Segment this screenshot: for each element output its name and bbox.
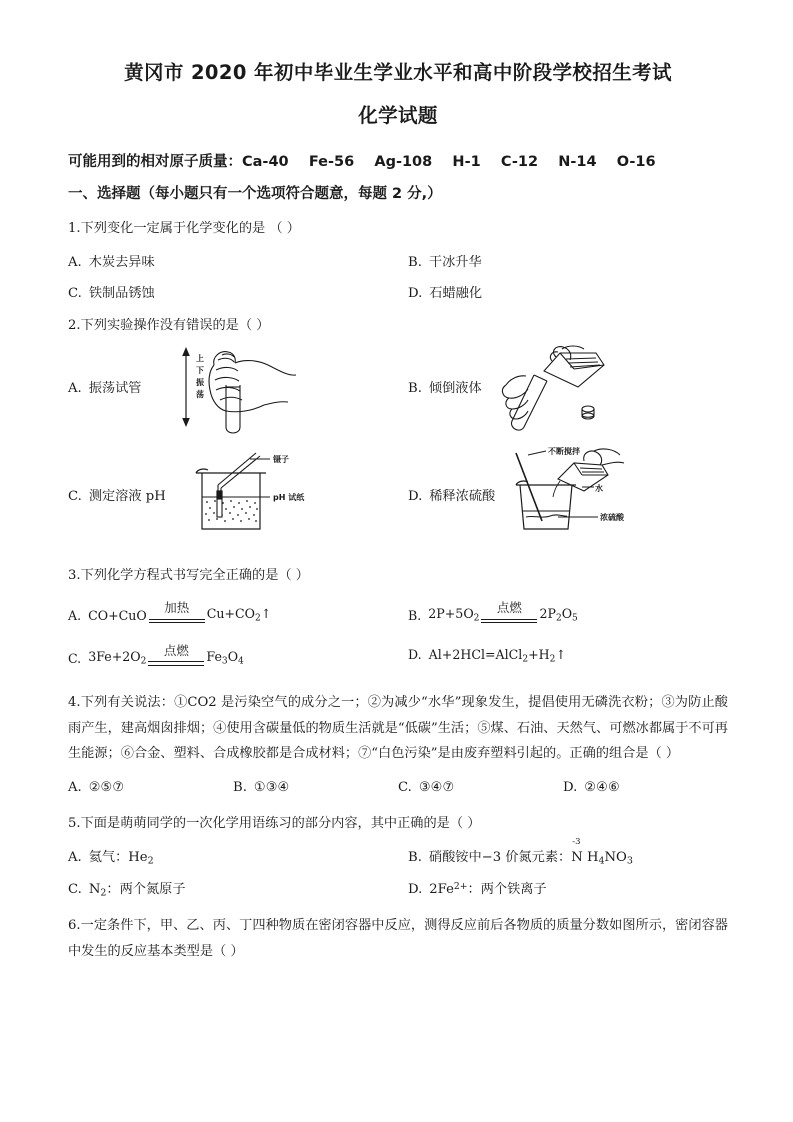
ammonium-nitrate-formula: -3 N $H_4NO_3$: [571, 836, 633, 867]
concentrated-acid-label: 浓硫酸: [600, 512, 624, 522]
option-text: 倾倒液体: [428, 380, 482, 396]
beaker-icon: [516, 481, 576, 529]
ph-paper-icon: [217, 491, 222, 517]
question-6-stem: 6.一定条件下，甲、乙、丙、丁四种物质在密闭容器中反应，测得反应前后各物质的质量分数如图所示，密闭容器中发生的反应基本类型是（ ）: [68, 918, 728, 959]
up-down-arrow-icon: [182, 347, 190, 427]
equation-products: $Cu+CO_2↑$: [206, 606, 272, 624]
option-text: 木炭去异味: [88, 254, 155, 270]
option-row: [68, 836, 728, 869]
leader-lines: [528, 451, 598, 517]
option-label: B.: [408, 849, 422, 865]
question-3-option-b[interactable]: [408, 600, 728, 624]
water-label: 水: [595, 483, 603, 493]
test-tube-icon: [226, 385, 240, 433]
equation-reactants: $3Fe+2O_2$: [88, 648, 147, 666]
pour-liquid-svg: [500, 343, 650, 443]
option-text: 振荡试管: [88, 380, 142, 396]
question-4-option-c[interactable]: [398, 777, 563, 798]
option-label: C.: [68, 488, 82, 504]
option-text: ①③④: [253, 780, 290, 796]
reaction-arrow-with-condition: [148, 642, 204, 666]
question-2-stem: 2.下列实验操作没有错误的是（ ）: [68, 318, 270, 334]
section-heading-multiple-choice: 一、选择题（每小题只有一个选项符合题意，每题 2 分,）: [68, 186, 442, 203]
hand-icon: [584, 449, 624, 465]
option-text: 铁制品锈蚀: [88, 286, 155, 302]
option-label: A.: [68, 849, 82, 865]
valence-value: -3: [572, 836, 581, 847]
dilute-acid-svg: [498, 441, 688, 545]
question-2-option-d[interactable]: [408, 485, 495, 504]
question-4-option-d[interactable]: [563, 777, 728, 798]
option-row: [68, 283, 728, 304]
question-5-options: [68, 836, 728, 900]
question-1-option-d[interactable]: [408, 283, 728, 304]
tilted-test-tube-icon: [511, 375, 547, 430]
option-text: 干冰升华: [428, 254, 482, 270]
hand-fist-icon: [209, 352, 296, 412]
shake-test-tube-svg: [176, 343, 316, 443]
option-label: C.: [68, 650, 82, 666]
question-5-option-b[interactable]: [408, 836, 728, 869]
question-3-equations-row-1: [68, 600, 728, 624]
option-label: B.: [408, 608, 422, 624]
option-label: B.: [408, 254, 422, 270]
option-text: 硝酸铵中−3 价氮元素：: [428, 849, 572, 865]
option-label: D.: [408, 286, 423, 302]
reaction-arrow-with-condition: [481, 600, 537, 624]
question-3-stem: 3.下列化学方程式书写完全正确的是（ ）: [68, 567, 309, 583]
relative-atomic-masses: 可能用到的相对原子质量：Ca-40 Fe-56 Ag-108 H-1 C-12 N-14 O-16: [68, 154, 656, 171]
left-hand-icon: [502, 376, 528, 419]
question-3-option-c[interactable]: [68, 642, 408, 666]
stir-label: 不断搅拌: [548, 446, 580, 456]
option-row: [68, 879, 728, 901]
arrow-label-char-1: 上: [196, 353, 204, 363]
shake-test-tube-illustration: [176, 343, 316, 443]
beaker-icon: [196, 469, 266, 529]
question-2-figures-row-1: [68, 343, 728, 443]
stopper-icon: [582, 406, 594, 419]
question-4-stem: 4.下列有关说法：①CO2 是污染空气的成分之一；②为减少“水华”现象发生，提倡使用无磷洗衣粉；③为防止酸雨产生，建高烟囱排烟；④使用含碳量低的物质生活就是“低碳”生活；⑤煤、石油、天然气、可燃冰都属于不可再生能源；⑥合金、塑料、合成橡胶都是合成材料；⑦“白色污染”是由废弃塑料引起的。正确的组合是（ ）: [68, 694, 728, 762]
page-content: [68, 58, 728, 965]
option-text: $2Fe^{2+}$：两个铁离子: [429, 880, 547, 897]
reagent-bottle-icon: [544, 353, 604, 387]
leader-lines: [222, 459, 270, 497]
reaction-condition: 点燃: [163, 642, 189, 658]
water-stream: [553, 481, 560, 497]
question-5-option-c[interactable]: [68, 879, 408, 901]
question-3-equations-row-2: [68, 642, 728, 666]
dilute-acid-illustration: [498, 441, 688, 545]
liquid-stipple: [202, 497, 260, 522]
question-2-option-b[interactable]: [408, 377, 482, 396]
option-text: $N_2$：两个氮原子: [88, 881, 186, 898]
question-1-options: [68, 252, 728, 304]
equation-products: $Fe_3O_4$: [206, 648, 244, 666]
question-5-stem: 5.下面是萌萌同学的一次化学用语练习的部分内容，其中正确的是（ ）: [68, 816, 481, 832]
page-subtitle: 化学试题: [358, 104, 438, 128]
question-1-stem: 1.下列变化一定属于化学变化的是 （ ）: [68, 221, 300, 237]
equation-reactants: $2P+5O_2$: [428, 606, 480, 624]
option-label: D.: [563, 780, 578, 796]
double-line-arrow-icon: [481, 619, 537, 624]
question-3-option-a[interactable]: [68, 600, 408, 624]
question-5-option-d[interactable]: [408, 879, 728, 901]
option-label: D.: [408, 881, 423, 897]
reaction-arrow-with-condition: [149, 600, 205, 624]
measure-ph-svg: [184, 445, 374, 545]
pour-liquid-illustration: [500, 343, 650, 443]
question-4-options: [68, 777, 728, 798]
option-row: [68, 252, 728, 273]
option-text: 稀释浓硫酸: [429, 488, 496, 504]
question-5-option-a[interactable]: [68, 847, 408, 869]
question-2-option-a[interactable]: [68, 377, 141, 396]
option-text: ③④⑦: [418, 780, 455, 796]
equation-products: $2P_2O_5$: [539, 606, 578, 624]
option-text: ②④⑥: [584, 780, 620, 796]
option-label: C.: [68, 881, 82, 897]
question-1-option-b[interactable]: [408, 252, 728, 273]
acid-liquid-surface: [523, 511, 569, 517]
option-label: A.: [68, 780, 82, 796]
question-4-option-a[interactable]: [68, 777, 233, 798]
option-label: B.: [408, 380, 422, 396]
option-label: D.: [408, 647, 422, 663]
option-label: C.: [398, 780, 412, 796]
reaction-condition: 加热: [164, 600, 190, 616]
option-label: C.: [68, 286, 82, 302]
equation-full: $Al+2HCl=AlCl_2+H_2↑$: [428, 647, 567, 665]
question-2-figures-row-2: [68, 445, 728, 545]
arrow-label-char-4: 荡: [196, 389, 204, 399]
option-label: A.: [68, 608, 82, 624]
option-text: 石蜡融化: [429, 286, 483, 302]
page-title: 黄冈市 2020 年初中毕业生学业水平和高中阶段学校招生考试: [124, 61, 672, 84]
double-line-arrow-icon: [148, 661, 204, 666]
question-1-option-c[interactable]: [68, 283, 408, 304]
arrow-label-char-3: 振: [196, 377, 204, 387]
option-label: A.: [68, 254, 82, 270]
question-4-option-b[interactable]: [233, 777, 398, 798]
double-line-arrow-icon: [149, 619, 205, 624]
option-text: 测定溶液 pH: [88, 488, 166, 504]
tweezers-label: 镊子: [273, 454, 289, 464]
option-text: ②⑤⑦: [88, 780, 125, 796]
arrow-label-char-2: 下: [196, 365, 204, 375]
option-label: D.: [408, 488, 423, 504]
reaction-condition: 点燃: [496, 600, 522, 616]
ph-paper-label: pH 试纸: [273, 492, 305, 502]
equation-reactants: CO+CuO: [88, 608, 147, 624]
question-3-option-d[interactable]: [408, 647, 728, 666]
option-text: 氦气：$He_2$: [88, 849, 154, 867]
question-1-option-a[interactable]: [68, 252, 408, 273]
option-label: B.: [233, 780, 247, 796]
question-2-option-c[interactable]: [68, 485, 166, 504]
option-label: A.: [68, 380, 82, 396]
measure-ph-illustration: [184, 445, 374, 545]
